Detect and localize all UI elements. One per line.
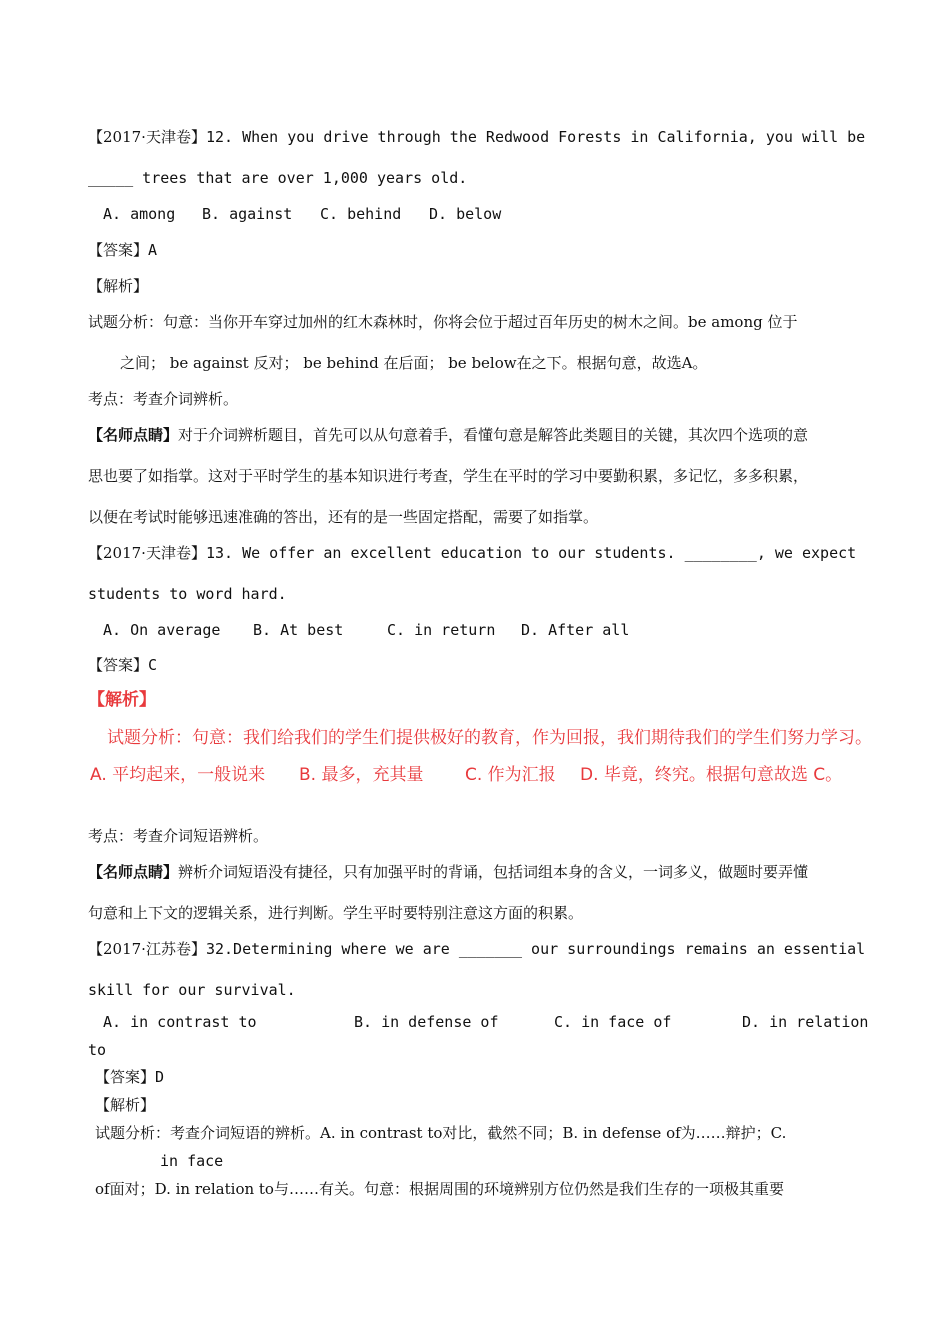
q13-tip-label: 【名师点睛】 xyxy=(88,863,179,881)
q12-tip-label: 【名师点睛】 xyxy=(88,426,179,444)
q32-tag: 【2017·江苏卷】 xyxy=(88,940,206,958)
q12-tip-text1: 对于介词辨析题目，首先可以从句意着手，看懂句意是解答此类题目的关键，其次四个选项的意 xyxy=(178,426,809,444)
q12-option-d: D. below xyxy=(429,205,502,223)
q32-option-d: D. in relation xyxy=(742,1013,869,1031)
q12-analysis-label: 【解析】 xyxy=(88,277,149,295)
q12-stem-text: 12. When you drive through the Redwood Forests in California, you will be xyxy=(205,128,866,146)
q12-stem-line1 xyxy=(88,127,865,147)
q13-answer-label: 【答案】 xyxy=(88,656,149,674)
q32-stem-line2: skill for our survival. xyxy=(88,981,296,999)
q32-stem-line1 xyxy=(88,939,865,959)
q12-option-a: A. among xyxy=(103,205,176,223)
q13-tip-text1: 辨析介词短语没有捷径，只有加强平时的背诵，包括词组本身的含义，一词多义，做题时要弄懂 xyxy=(178,863,809,881)
q13-point: 考点：考查介词短语辨析。 xyxy=(88,827,269,845)
q12-answer-value: A xyxy=(148,241,158,259)
q13-analysis-label: 【解析】 xyxy=(88,690,156,710)
q13-answer xyxy=(88,655,157,675)
q13-option-d: D. After all xyxy=(521,621,630,639)
q13-tip-line2: 句意和上下文的逻辑关系，进行判断。学生平时要特别注意这方面的积累。 xyxy=(88,904,584,922)
q32-answer-value: D xyxy=(155,1068,165,1086)
q12-point: 考点：考查介词辨析。 xyxy=(88,390,239,408)
q32-option-a: A. in contrast to xyxy=(103,1013,257,1031)
q13-analysis-line1: 试题分析：句意：我们给我们的学生们提供极好的教育，作为回报，我们期待我们的学生们努力学习。 xyxy=(107,728,872,748)
q12-tag: 【2017·天津卷】 xyxy=(88,128,206,146)
q13-option-b: B. At best xyxy=(253,621,344,639)
q32-option-c: C. in face of xyxy=(554,1013,672,1031)
q13-stem-line2: students to word hard. xyxy=(88,585,287,603)
q13-analysis-option-c: C. 作为汇报 xyxy=(465,765,556,785)
q13-answer-value: C xyxy=(148,656,158,674)
q13-tag: 【2017·天津卷】 xyxy=(88,544,206,562)
q32-answer xyxy=(95,1067,164,1087)
q12-answer xyxy=(88,240,157,260)
q13-analysis-option-d: D. 毕竟，终究。根据句意故选 C。 xyxy=(580,765,843,785)
q12-analysis-line2: 之间； be against 反对； be behind 在后面； be below在之下。根据句意，故选A。 xyxy=(120,354,708,372)
q32-analysis-line1: 试题分析：考查介词短语的辨析。A. in contrast to对比，截然不同；B. in defense of为……辩护；C. xyxy=(95,1124,787,1142)
q13-analysis-option-a: A. 平均起来，一般说来 xyxy=(90,765,266,785)
q32-stem-text: 32.Determining where we are _______ our surroundings remains an essential xyxy=(205,940,866,958)
q12-option-b: B. against xyxy=(202,205,293,223)
q12-stem-line2: _____ trees that are over 1,000 years old. xyxy=(88,169,468,187)
q32-analysis-label: 【解析】 xyxy=(95,1096,156,1114)
q13-stem-line1 xyxy=(88,543,856,563)
q12-answer-label: 【答案】 xyxy=(88,241,149,259)
q12-option-c: C. behind xyxy=(320,205,402,223)
q13-tip-line1 xyxy=(88,862,808,882)
q13-option-a: A. On average xyxy=(103,621,221,639)
q12-tip-line2: 思也要了如指掌。这对于平时学生的基本知识进行考查，学生在平时的学习中要勤积累，多记忆，多多积累， xyxy=(88,467,809,485)
q12-tip-line3: 以便在考试时能够迅速准确的答出，还有的是一些固定搭配，需要了如指掌。 xyxy=(88,508,599,526)
q12-tip-line1 xyxy=(88,425,808,445)
q32-answer-label: 【答案】 xyxy=(95,1068,156,1086)
q32-analysis-line3: of面对；D. in relation to与……有关。句意：根据周围的环境辨别方位仍然是我们生存的一项极其重要 xyxy=(95,1180,784,1198)
q13-stem-text: 13. We offer an excellent education to our students. ________, we expect xyxy=(205,544,857,562)
q32-analysis-line2: in face xyxy=(160,1152,224,1170)
q13-option-c: C. in return xyxy=(387,621,496,639)
q13-analysis-option-b: B. 最多，充其量 xyxy=(299,765,424,785)
q32-option-b: B. in defense of xyxy=(354,1013,499,1031)
q32-option-wrap: to xyxy=(88,1041,107,1059)
q12-analysis-line1: 试题分析：句意：当你开车穿过加州的红木森林时，你将会位于超过百年历史的树木之间。be among 位于 xyxy=(88,313,798,331)
